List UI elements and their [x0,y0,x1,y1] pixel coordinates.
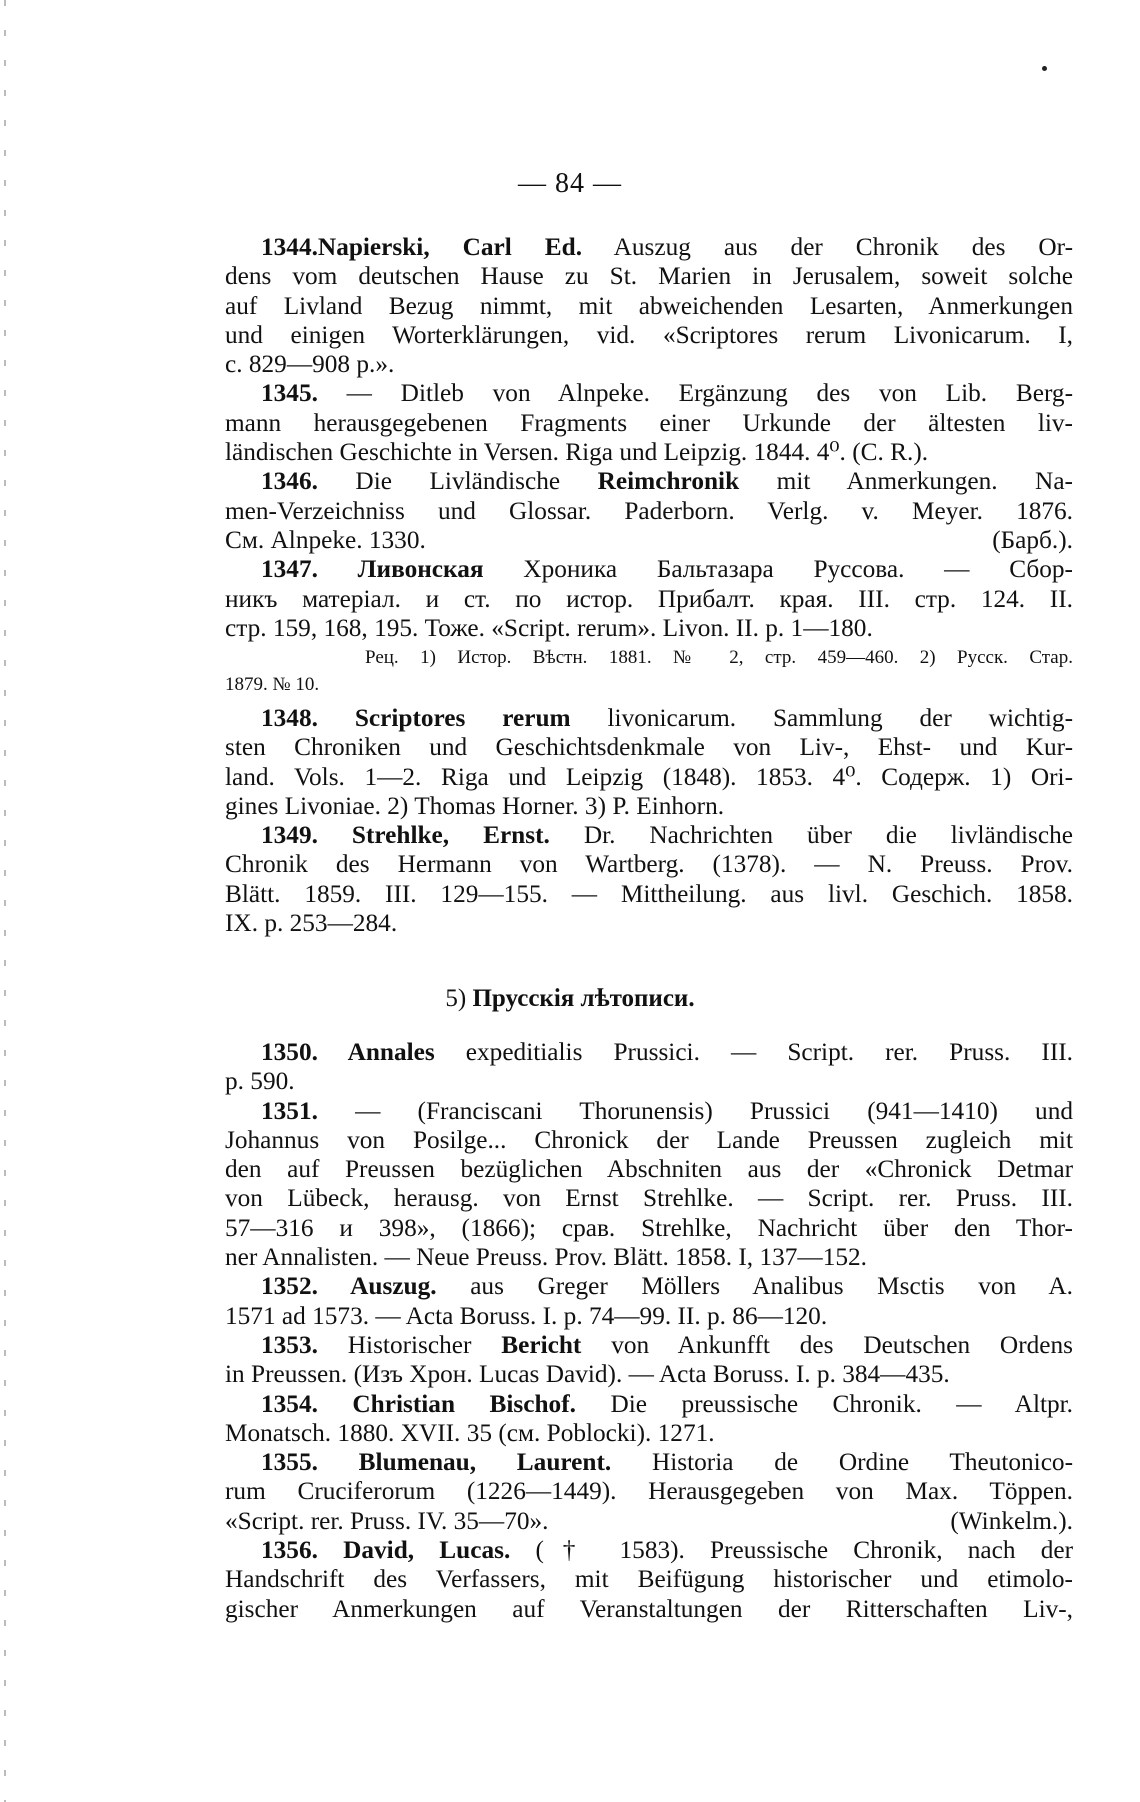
entry-number: 1348. [261,704,318,732]
text-line [225,850,1073,879]
text-line [225,792,1073,821]
text-line [225,1302,1073,1331]
entry-text: († 1583). Preussische Chronik, nach der [510,1536,1073,1565]
line-text: никъ матеріал. и ст. по истор. Прибалт. края. III. стр. 124. II. [225,584,1073,613]
text-line [225,321,1073,350]
entry-bold-title: David, Lucas. [317,1536,511,1565]
entry-bold-title: Napierski, Carl Ed. [317,233,583,261]
entry-text: Die preussische Chronik. — Altpr. [575,1389,1073,1418]
entry-bold-title: Ливонская [317,555,484,584]
entry-first-line [225,1448,1073,1477]
section-heading-title: Прусскія лѣтописи. [472,985,695,1012]
scan-edge-marks [4,0,6,1802]
text-line [225,1126,1073,1155]
line-text: in Preussen. (Изъ Хрон. Lucas David). — Acta Boruss. I. p. 384—435. [225,1360,950,1389]
line-text: den auf Preussen bezüglichen Abschniten aus der «Chronick Detmar [225,1155,1073,1184]
line-text: ner Annalisten. — Neue Preuss. Prov. Blätt. 1858. I, 137—152. [225,1243,867,1272]
section-heading-prefix: 5) [445,985,473,1012]
entries-block-1 [225,233,1073,643]
entry-text: Historia de Ordine Theutonico- [611,1448,1074,1477]
entry-text: livonicarum. Sammlung der wichtig- [570,704,1073,732]
entry-first-line [225,1097,1073,1126]
entry-first-line [225,555,1073,584]
line-text: IX. p. 253—284. [225,909,398,938]
line-right-text: (Барб.). [992,525,1073,554]
text-line [225,526,1073,555]
entry-number: 1353. [261,1330,318,1359]
entry-first-line [225,1536,1073,1565]
entry-bold-title: Blumenau, Laurent. [317,1448,612,1477]
line-text: p. 590. [225,1067,295,1096]
entry-first-line [225,1038,1073,1067]
entry-text: Historischer [317,1330,502,1359]
entry-text: expeditialis Prussici. — Script. rer. Pruss. III. [434,1038,1073,1066]
text-line [225,1565,1073,1594]
section-heading [0,985,1140,1013]
line-right-text: (Winkelm.). [950,1506,1073,1535]
line-text: und einigen Worterklärungen, vid. «Scriptores rerum Livonicarum. I, [225,320,1073,349]
entry-bold-title: Reimchronik [597,467,740,496]
entry-first-line [225,1390,1073,1419]
text-line [225,1595,1073,1624]
entry-first-line [225,467,1073,496]
text-line [225,880,1073,909]
text-line [225,585,1073,614]
line-text: Johannus von Posilge... Chronick der Lande Preussen zugleich mit [225,1125,1073,1154]
line-text: men-Verzeichniss und Glossar. Paderborn. Verlg. v. Meyer. 1876. [225,496,1073,525]
text-line [225,1067,1073,1096]
entry-text: von Ankunfft des Deutschen Ordens [581,1330,1073,1359]
text-line [225,1214,1073,1243]
entry-first-line [225,1272,1073,1301]
line-text: Blätt. 1859. III. 129—155. — Mittheilung. aus livl. Geschich. 1858. [225,879,1073,908]
entry-number: 1350. [261,1038,318,1066]
line-left-text: См. Alnpeke. 1330. [225,525,426,554]
line-text: dens vom deutschen Hause zu St. Marien in Jerusalem, soweit solche [225,262,1073,291]
text-line [225,1243,1073,1272]
line-text: c. 829—908 p.». [225,350,395,379]
entry-bold-title: Scriptores rerum [317,704,571,732]
entry-number: 1354. [261,1389,318,1418]
entry-number: 1344. [261,233,318,261]
review-line [365,644,1073,671]
line-text: 57—316 и 398», (1866); срав. Strehlke, Nachricht über den Thor- [225,1213,1073,1242]
entry-text: aus Greger Möllers Analibus Msctis von A. [436,1272,1073,1301]
review-text: Рец. 1) Истор. Вѣстн. 1881. № 2, стр. 459—460. 2) Русск. Стар. [365,647,1073,668]
entry-bold-title: Bericht [501,1330,582,1359]
entry-number: 1345. [261,379,318,408]
line-text: von Lübeck, herausg. von Ernst Strehlke. — Script. rer. Pruss. III. [225,1184,1073,1213]
entry-first-line [225,379,1073,408]
line-text: Monatsch. 1880. XVII. 35 (см. Poblocki). 1271. [225,1418,715,1447]
line-left-text: «Script. rer. Pruss. IV. 35—70». [225,1506,549,1535]
entry-first-line [225,704,1073,733]
entry-text: Dr. Nachrichten über die livländische [549,821,1074,850]
review-line [225,671,1073,698]
line-text: land. Vols. 1—2. Riga und Leipzig (1848). 1853. 4⁰. Содерж. 1) Ori- [225,762,1073,791]
line-text: sten Chroniken und Geschichtsdenkmale von Liv-, Ehst- und Kur- [225,733,1073,762]
entry-bold-title: Christian Bischof. [317,1389,576,1418]
entry-number: 1347. [261,555,318,584]
line-text: стр. 159, 168, 195. Тоже. «Script. rerum». Livon. II. p. 1—180. [225,613,873,642]
line-text: rum Cruciferorum (1226—1449). Herausgegeben von Max. Töppen. [225,1477,1073,1506]
text-line [225,733,1073,762]
entries-block-2 [225,704,1073,938]
text-line [225,1155,1073,1184]
page-number: — 84 — [518,168,622,199]
text-line [225,438,1073,467]
line-text: 1571 ad 1573. — Acta Boruss. I. p. 74—99. II. p. 86—120. [225,1301,828,1330]
entry-text: Auszug aus der Chronik des Or- [582,233,1073,261]
line-text: mann herausgegebenen Fragments einer Urkunde der ältesten liv- [225,408,1073,437]
entry-first-line [225,1331,1073,1360]
text-line [225,763,1073,792]
entry-bold-title: Strehlke, Ernst. [317,821,550,850]
line-text: gines Livoniae. 2) Thomas Horner. 3) P. Einhorn. [225,791,725,820]
entry-number: 1352. [261,1272,318,1301]
text-line [225,1419,1073,1448]
review-note [225,644,1073,698]
entry-text: Хроника Бальтазара Руссова. — Сбор- [483,555,1073,584]
entry-text: — Ditleb von Alnpeke. Ergänzung des von Lib. Berg- [317,379,1073,408]
entry-text: — (Franciscani Thorunensis) Prussici (941—1410) und [317,1096,1073,1125]
text-line [225,1477,1073,1506]
line-text: Chronik des Hermann von Wartberg. (1378). — N. Preuss. Prov. [225,850,1073,879]
entry-number: 1356. [261,1536,318,1565]
text-line [225,1507,1073,1536]
line-text: ländischen Geschichte in Versen. Riga und Leipzig. 1844. 4⁰. (C. R.). [225,438,929,467]
text-line [225,262,1073,291]
entry-text: Die Livländische [317,467,598,496]
entry-first-line [225,233,1073,262]
text-line [225,497,1073,526]
text-line [225,1184,1073,1213]
text-line [225,292,1073,321]
text-line [225,1360,1073,1389]
entry-bold-title: Annales [317,1038,435,1066]
entries-block-3 [225,1038,1073,1624]
entry-first-line [225,821,1073,850]
scan-speck [1042,66,1047,71]
entry-number: 1351. [261,1096,318,1125]
review-text: 1879. № 10. [225,674,320,695]
text-line [225,409,1073,438]
text-line [225,350,1073,379]
line-text: Handschrift des Verfassers, mit Beifügung historischer und etimolo- [225,1565,1073,1594]
entry-bold-title: Auszug. [317,1272,437,1301]
line-text: gischer Anmerkungen auf Veranstaltungen der Ritterschaften Liv-, [225,1594,1073,1623]
entry-number: 1349. [261,821,318,850]
line-text: auf Livland Bezug nimmt, mit abweichenden Lesarten, Anmerkungen [225,291,1073,320]
entry-number: 1346. [261,467,318,496]
entry-number: 1355. [261,1448,318,1477]
entry-text: mit Anmerkungen. Na- [739,467,1073,496]
text-line [225,909,1073,938]
text-line [225,614,1073,643]
